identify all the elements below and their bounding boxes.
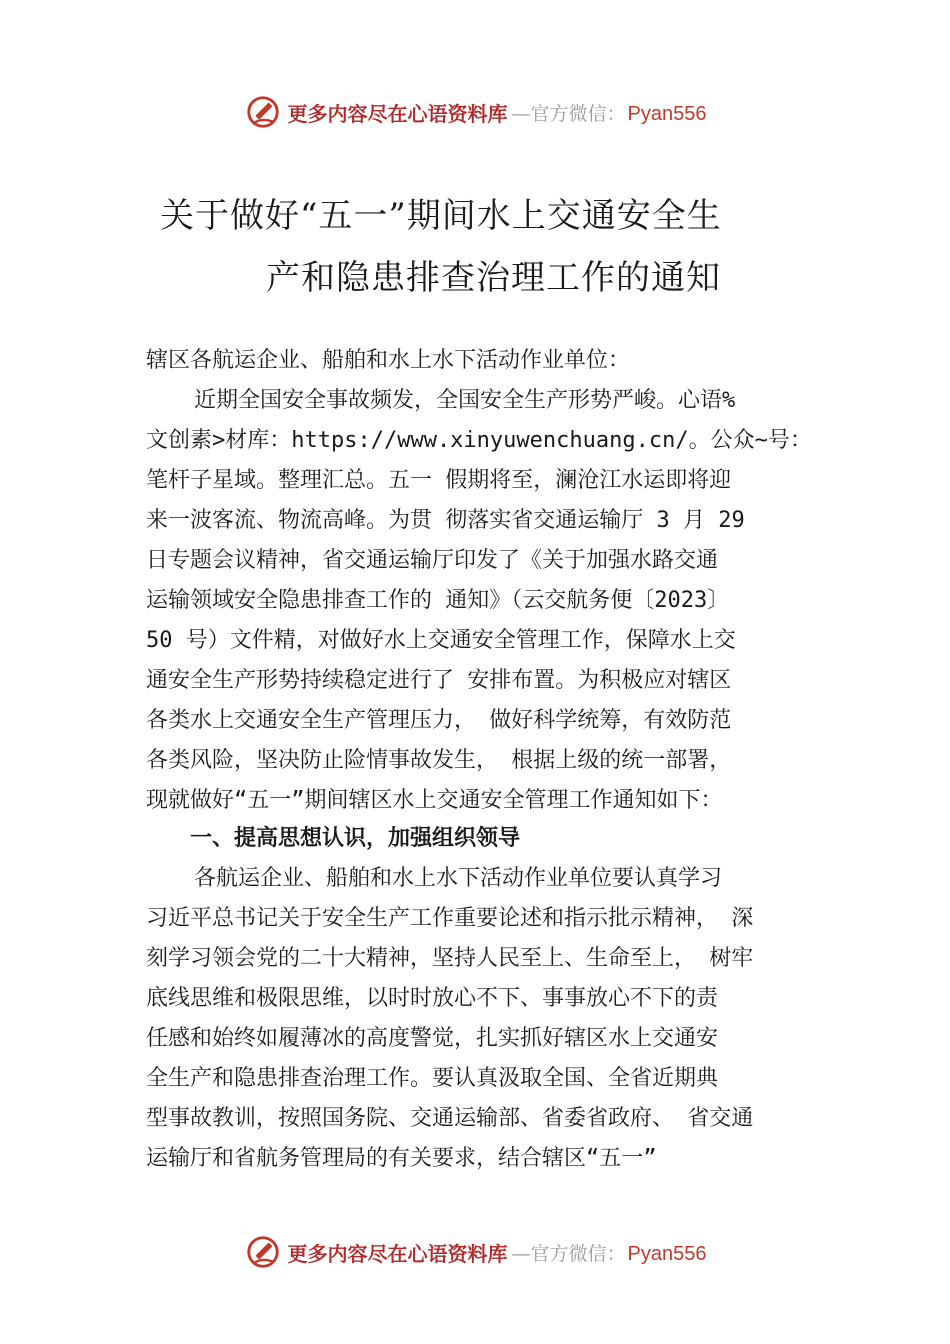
paragraph-line: 日专题会议精神，省交通运输厅印发了《关于加强水路交通 <box>146 548 719 573</box>
paragraph-line: 近期全国安全事故频发，全国安全生产形势严峻。心语% <box>194 388 736 413</box>
banner-wechat-id: Pyan556 <box>627 1242 707 1265</box>
paragraph-line: 运输领域安全隐患排查工作的 通知》（云交航务便〔2023〕 <box>146 588 730 613</box>
paragraph-line: 底线思维和极限思维，以时时放心不下、事事放心不下的责 <box>146 986 719 1011</box>
paragraph-line: 各航运企业、船舶和水上水下活动作业单位要认真学习 <box>194 866 723 891</box>
paragraph-line: 笔杆子星域。整理汇总。五一 假期将至，澜沧江水运即将迎 <box>146 468 732 493</box>
footer-banner <box>0 1232 950 1272</box>
banner-main-text: 更多内容尽在心语资料库 <box>287 101 508 126</box>
paragraph-line: 全生产和隐患排查治理工作。要认真汲取全国、全省近期典 <box>146 1066 719 1091</box>
banner-dash: —官方微信： <box>511 1242 626 1265</box>
paragraph-line: 来一波客流、物流高峰。为贯 彻落实省交通运输厅 3 月 29 <box>146 508 745 533</box>
brand-logo-icon <box>244 93 282 131</box>
document-title-line-2: 产和隐患排查治理工作的通知 <box>266 258 721 298</box>
paragraph-2 <box>146 859 826 1179</box>
salutation <box>146 341 826 381</box>
banner-wechat-id: Pyan556 <box>627 102 707 125</box>
section-1-heading: 一、提高思想认识，加强组织领导 <box>190 826 521 851</box>
salutation-text: 辖区各航运企业、船舶和水上水下活动作业单位： <box>146 348 631 373</box>
banner-wechat <box>512 1239 707 1266</box>
header-banner <box>0 92 950 132</box>
paragraph-line: 刻学习领会党的二十大精神，坚持人民至上、生命至上， 树牢 <box>146 946 754 971</box>
brand-logo-icon <box>244 1233 282 1271</box>
paragraph-line: 任感和始终如履薄冰的高度警觉，扎实抓好辖区水上交通安 <box>146 1026 719 1051</box>
paragraph-line: 文创素>材库：https://www.xinyuwenchuang.cn/。公众~号： <box>146 428 812 453</box>
paragraph-line: 型事故教训，按照国务院、交通运输部、省委省政府、 省交通 <box>146 1106 754 1131</box>
document-title-line-1: 关于做好“五一”期间水上交通安全生 <box>160 196 722 236</box>
paragraph-line: 各类风险，坚决防止险情事故发生， 根据上级的统一部署， <box>146 748 732 773</box>
banner-wechat <box>512 99 707 126</box>
paragraph-line: 各类水上交通安全生产管理压力， 做好科学统筹，有效防范 <box>146 708 732 733</box>
paragraph-line: 现就做好“五一”期间辖区水上交通安全管理工作通知如下： <box>146 788 723 813</box>
paragraph-line: 运输厅和省航务管理局的有关要求，结合辖区“五一” <box>146 1146 657 1171</box>
paragraph-line: 50 号）文件精，对做好水上交通安全管理工作，保障水上交 <box>146 628 736 653</box>
banner-main-text: 更多内容尽在心语资料库 <box>287 1241 508 1266</box>
paragraph-line: 习近平总书记关于安全生产工作重要论述和指示批示精神， 深 <box>146 906 754 931</box>
banner-dash: —官方微信： <box>511 102 626 125</box>
paragraph-1 <box>146 381 826 821</box>
paragraph-line: 通安全生产形势持续稳定进行了 安排布置。为积极应对辖区 <box>146 668 732 693</box>
